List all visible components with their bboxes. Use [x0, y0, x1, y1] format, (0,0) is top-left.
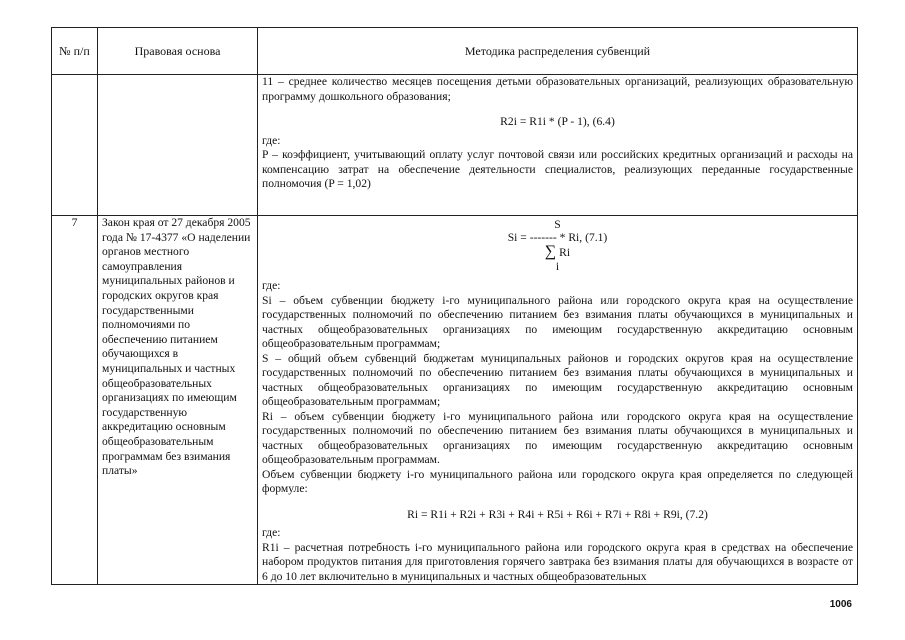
header-method-label: Методика распределения субвенций [464, 43, 651, 58]
header-num [52, 28, 98, 75]
formula-fraction-line: Si = ------- * Ri, (7.1) [507, 231, 608, 244]
row2-paragraph: Si – объем субвенции бюджету i-го муниципального района или городского округа края на осуществление государственных полномочий по обеспечению питанием без взимания платы обучающихся в муниципальных и частных общеобразовательных организациях по имеющим государственную аккредитацию основным общеобразовательным программам; [262, 293, 853, 350]
table-row [52, 75, 858, 216]
row1-num-cell [52, 75, 98, 216]
row2-paragraph: S – общий объем субвенций бюджетам муниципальных районов и городских округов края на осуществление государственных полномочий по обеспечению питанием без взимания платы обучающихся в муниципальных и частных общеобразовательных организациях по имеющим государственную аккредитацию основным общеобразовательным программам; [262, 351, 853, 408]
row1-basis-cell [98, 75, 258, 216]
row1-paragraph: P – коэффициент, учитывающий оплату услуг почтовой связи или российских кредитных организаций и расходы на компенсацию затрат на обеспечение деятельности специалистов, реализующих переданные государственные полномочия (P = 1,02) [262, 148, 853, 190]
row2-method-cell [258, 216, 858, 585]
row2-paragraph: R1i – расчетная потребность i-го муниципального района или городского округа края в средствах на обеспечение набором продуктов питания для приготовления горячего завтрака без взимания платы для обучающихся в возрасте от 6 до 10 лет включительно в муниципальных и частных общеобразовательных [262, 540, 853, 583]
page-number: 1006 [829, 599, 852, 610]
formula-denominator [262, 244, 853, 260]
header-basis [98, 28, 258, 75]
formula-6-4: R2i = R1i * (P - 1), (6.4) [500, 115, 615, 128]
row1-paragraph: 11 – среднее количество месяцев посещения детьми образовательных организаций, реализующих образовательную программу дошкольного образования; [262, 75, 853, 103]
row2-basis-cell [98, 216, 258, 585]
formula-7-2: Ri = R1i + R2i + R3i + R4i + R5i + R6i + R7i + R8i + R9i, (7.2) [407, 507, 708, 521]
formula-numerator: S [554, 218, 561, 231]
row1-method-cell [258, 75, 858, 216]
row2-num-cell [52, 216, 98, 585]
table-header-row [52, 28, 858, 75]
header-method [258, 28, 858, 75]
sigma-icon: ∑ [544, 243, 557, 260]
row-number: 7 [71, 216, 78, 229]
legal-basis-text: Закон края от 27 декабря 2005 года № 17-4377 «О наделении органов местного самоуправления муниципальных районов и городских округов края государственными полномочиями по обеспечению питанием обучающихся в муниципальных и частных общеобразовательных организациях по имеющим государственную аккредитацию основным общеобразовательным программам без взимания платы» [102, 216, 251, 478]
formula-denominator-text: Ri [559, 246, 571, 259]
header-num-label: № п/п [59, 43, 90, 58]
row2-paragraph: где: [262, 526, 281, 539]
row2-paragraph: Ri – объем субвенции бюджету i-го муниципального района или городского округа края на осуществление государственных полномочий по обеспечению питанием без взимания платы обучающихся в муниципальных и частных общеобразовательных организациях по имеющим государственную аккредитацию основным общеобразовательным программам. [262, 409, 853, 466]
row1-paragraph: где: [262, 133, 281, 147]
row2-paragraph: Объем субвенции бюджету i-го муниципального района или городского округа края определяется по следующей формуле: [262, 467, 853, 495]
formula-7-1 [262, 218, 853, 273]
row2-paragraph: где: [262, 279, 281, 292]
table-row [52, 216, 858, 585]
methodology-table [51, 27, 858, 585]
header-basis-label: Правовая основа [134, 43, 221, 58]
formula-sigma-index: i [555, 260, 560, 273]
